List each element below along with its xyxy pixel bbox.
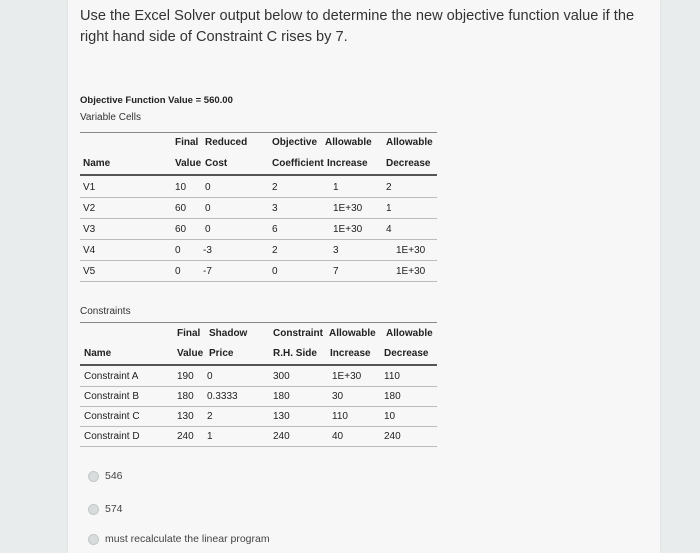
var-objective: 2 bbox=[272, 245, 278, 256]
con-header-rhs-bottom: R.H. Side bbox=[273, 348, 317, 359]
var-header-final-bottom: Value bbox=[175, 158, 202, 169]
var-inc: 1E+30 bbox=[333, 203, 363, 214]
var-header-inc-top: Allowable bbox=[325, 137, 372, 148]
con-rhs: 240 bbox=[273, 431, 290, 442]
var-header-dec-top: Allowable bbox=[386, 137, 433, 148]
var-final: 60 bbox=[175, 203, 187, 214]
option-label: 546 bbox=[105, 470, 123, 483]
var-header-objective-top: Objective bbox=[272, 137, 318, 148]
con-final: 190 bbox=[177, 371, 194, 382]
con-inc: 30 bbox=[332, 391, 344, 402]
var-name: V5 bbox=[83, 266, 96, 277]
option-546[interactable] bbox=[88, 470, 123, 482]
var-objective: 6 bbox=[272, 224, 278, 235]
con-header-name: Name bbox=[84, 348, 112, 359]
con-header-dec-bottom: Decrease bbox=[384, 348, 429, 359]
con-header-shadow-top: Shadow bbox=[209, 328, 248, 339]
var-header-objective-bottom: Coefficient bbox=[272, 158, 324, 169]
con-header-inc-top: Allowable bbox=[329, 328, 376, 339]
con-dec: 180 bbox=[384, 391, 401, 402]
var-inc: 7 bbox=[333, 266, 339, 277]
question-panel bbox=[68, 0, 660, 553]
var-objective: 3 bbox=[272, 203, 278, 214]
variable-cells-label: Variable Cells bbox=[80, 112, 141, 123]
radio-button-icon[interactable] bbox=[88, 534, 99, 545]
question-text: Use the Excel Solver output below to determine the new objective function value if the right hand side of Constraint C rises by 7. bbox=[80, 8, 635, 45]
var-objective: 0 bbox=[272, 266, 278, 277]
con-shadow: 2 bbox=[207, 411, 213, 422]
row-divider bbox=[80, 260, 437, 261]
option-label: must recalculate the linear program bbox=[105, 533, 270, 546]
con-header-rhs-top: Constraint bbox=[273, 328, 323, 339]
var-reduced: 0 bbox=[205, 224, 211, 235]
con-header-final-bottom: Value bbox=[177, 348, 204, 359]
var-header-reduced-top: Reduced bbox=[205, 137, 248, 148]
con-shadow: 1 bbox=[207, 431, 213, 442]
var-reduced: -3 bbox=[203, 245, 212, 256]
row-divider bbox=[80, 386, 437, 387]
header-top-rule bbox=[80, 132, 437, 133]
con-name: Constraint D bbox=[84, 431, 140, 442]
var-name: V3 bbox=[83, 224, 96, 235]
var-header-reduced-bottom: Cost bbox=[205, 158, 228, 169]
var-header-final-top: Final bbox=[175, 137, 199, 148]
option-574[interactable] bbox=[88, 503, 123, 515]
var-dec: 1 bbox=[386, 203, 392, 214]
con-dec: 110 bbox=[384, 371, 400, 382]
constraint-header-rule bbox=[80, 364, 437, 366]
var-header-dec-bottom: Decrease bbox=[386, 158, 431, 169]
constraint-top-rule bbox=[80, 322, 437, 323]
var-final: 10 bbox=[175, 182, 187, 193]
con-inc: 40 bbox=[332, 431, 344, 442]
constraints-label: Constraints bbox=[80, 306, 131, 317]
con-name: Constraint A bbox=[84, 371, 139, 382]
radio-button-icon[interactable] bbox=[88, 504, 99, 515]
row-divider bbox=[80, 281, 437, 282]
var-inc: 1 bbox=[333, 182, 339, 193]
option-recalculate[interactable] bbox=[88, 533, 270, 545]
var-name: V2 bbox=[83, 203, 96, 214]
con-header-dec-top: Allowable bbox=[386, 328, 433, 339]
con-final: 240 bbox=[177, 431, 194, 442]
row-divider bbox=[80, 197, 437, 198]
con-name: Constraint B bbox=[84, 391, 140, 402]
con-header-shadow-bottom: Price bbox=[209, 348, 234, 359]
row-divider bbox=[80, 426, 437, 427]
var-inc: 3 bbox=[333, 245, 339, 256]
row-divider bbox=[80, 446, 437, 447]
con-header-final-top: Final bbox=[177, 328, 201, 339]
var-final: 60 bbox=[175, 224, 187, 235]
var-inc: 1E+30 bbox=[333, 224, 363, 235]
row-divider bbox=[80, 406, 437, 407]
con-dec: 240 bbox=[384, 431, 401, 442]
con-shadow: 0 bbox=[207, 371, 213, 382]
con-shadow: 0.3333 bbox=[207, 391, 238, 402]
var-reduced: 0 bbox=[205, 182, 211, 193]
var-header-name: Name bbox=[83, 158, 111, 169]
row-divider bbox=[80, 218, 437, 219]
var-dec: 1E+30 bbox=[396, 266, 426, 277]
con-name: Constraint C bbox=[84, 411, 140, 422]
con-final: 180 bbox=[177, 391, 194, 402]
objective-function-value: Objective Function Value = 560.00 bbox=[80, 95, 233, 106]
var-header-inc-bottom: Increase bbox=[327, 158, 368, 169]
con-final: 130 bbox=[177, 411, 194, 422]
var-dec: 1E+30 bbox=[396, 245, 426, 256]
row-divider bbox=[80, 239, 437, 240]
var-final: 0 bbox=[175, 245, 181, 256]
var-final: 0 bbox=[175, 266, 181, 277]
con-inc: 1E+30 bbox=[332, 371, 362, 382]
con-rhs: 300 bbox=[273, 371, 290, 382]
option-label: 574 bbox=[105, 503, 123, 516]
variable-header-rule bbox=[80, 174, 437, 176]
var-objective: 2 bbox=[272, 182, 278, 193]
var-name: V1 bbox=[83, 182, 96, 193]
var-reduced: -7 bbox=[203, 266, 212, 277]
con-rhs: 180 bbox=[273, 391, 290, 402]
con-rhs: 130 bbox=[273, 411, 290, 422]
var-dec: 2 bbox=[386, 182, 392, 193]
var-dec: 4 bbox=[386, 224, 392, 235]
con-dec: 10 bbox=[384, 411, 396, 422]
radio-button-icon[interactable] bbox=[88, 471, 99, 482]
con-header-inc-bottom: Increase bbox=[330, 348, 371, 359]
var-reduced: 0 bbox=[205, 203, 211, 214]
con-inc: 110 bbox=[332, 411, 348, 422]
var-name: V4 bbox=[83, 245, 96, 256]
